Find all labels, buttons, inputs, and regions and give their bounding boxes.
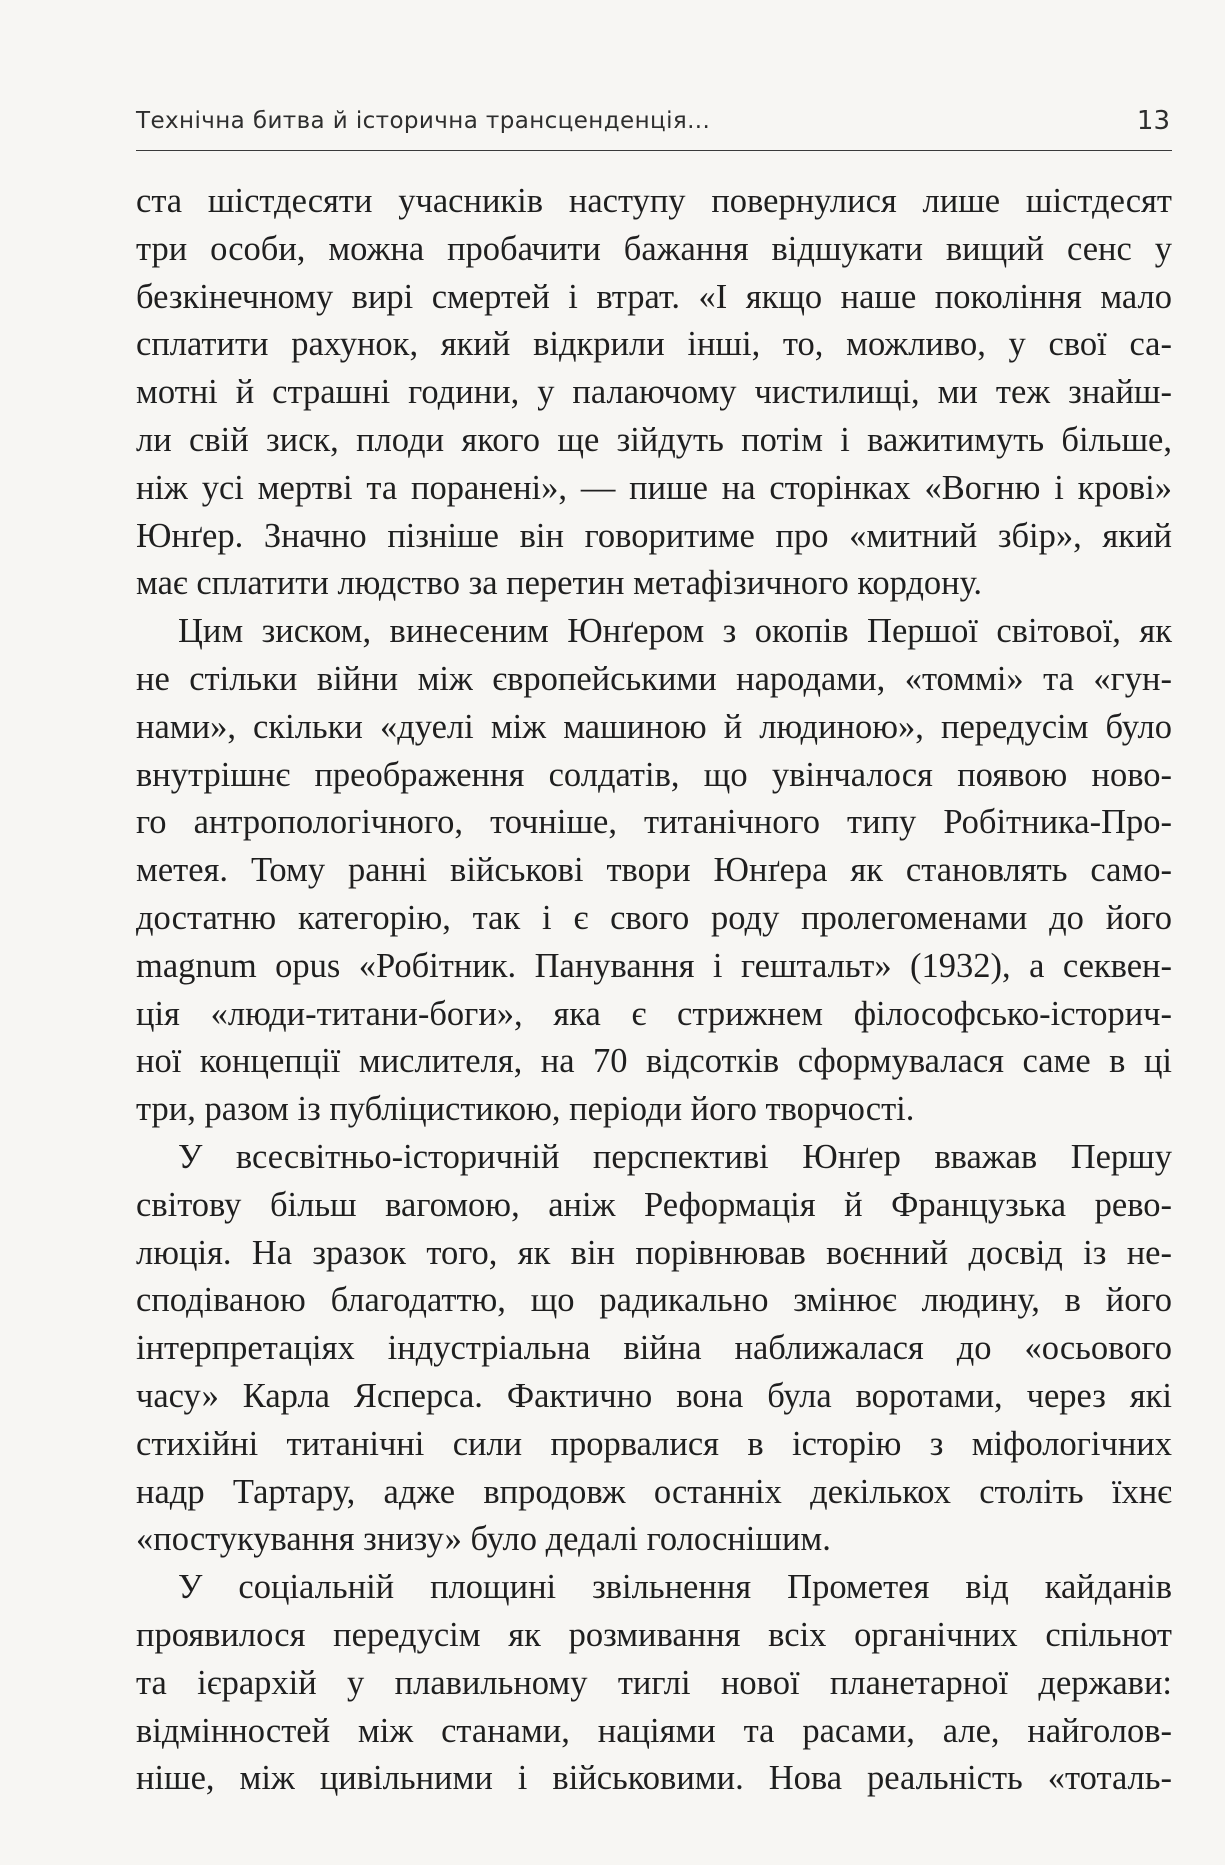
- text-line: Юнґер. Значно пізніше він говоритиме про «митний збір», який: [136, 516, 1172, 555]
- text-line: світову більш вагомою, аніж Реформація й Французька рево-: [136, 1185, 1172, 1224]
- text-line: ніж усі мертві та поранені», — пише на сторінках «Вогню і крові»: [136, 468, 1172, 507]
- text-line: «постукування знизу» було дедалі голоснішим.: [136, 1520, 831, 1559]
- page-number: 13: [1136, 106, 1170, 136]
- text-line: люція. На зразок того, як він порівнював воєнний досвід із не-: [136, 1233, 1172, 1272]
- text-line: має сплатити людство за перетин метафізичного кордону.: [136, 564, 983, 603]
- text-line: ція «люди-титани-боги», яка є стрижнем філософсько-історич-: [136, 994, 1172, 1033]
- running-title: Технічна битва й історична трансценденція...: [136, 108, 711, 134]
- text-line: Цим зиском, винесеним Юнґером з окопів Першої світової, як: [178, 612, 1172, 651]
- paragraph: [136, 178, 1172, 608]
- text-line: У всесвітньо-історичній перспективі Юнґер вважав Першу: [178, 1137, 1172, 1176]
- text-line: відмінностей між станами, націями та расами, але, найголов-: [136, 1711, 1172, 1750]
- text-line: нами», скільки «дуелі між машиною й людиною», передусім було: [136, 707, 1172, 746]
- text-line: три особи, можна пробачити бажання відшукати вищий сенс у: [136, 229, 1172, 268]
- text-line: та ієрархій у плавильному тиглі нової планетарної держави:: [136, 1663, 1172, 1702]
- text-line: стихійні титанічні сили прорвалися в історію з міфологічних: [136, 1424, 1172, 1463]
- text-line: не стільки війни між європейськими народами, «томмі» та «гун-: [136, 659, 1172, 698]
- text-line: го антропологічного, точніше, титанічного типу Робітника-Про-: [136, 803, 1172, 842]
- body-text: [136, 178, 1172, 1803]
- running-header: [136, 100, 1172, 151]
- text-line: ної концепції мислителя, на 70 відсотків сформувалася саме в ці: [136, 1042, 1172, 1081]
- text-line: сплатити рахунок, який відкрили інші, то, можливо, у свої са-: [136, 325, 1172, 364]
- text-line: надр Тартару, адже впродовж останніх декількох століть їхнє: [136, 1472, 1172, 1511]
- text-line: три, разом із публіцистикою, періоди його творчості.: [136, 1090, 915, 1129]
- paragraph: [136, 608, 1172, 1134]
- text-line: сподіваною благодаттю, що радикально змінює людину, в його: [136, 1281, 1172, 1320]
- text-line: метея. Тому ранні військові твори Юнґера як становлять само-: [136, 851, 1172, 890]
- text-line: достатню категорію, так і є свого роду пролегоменами до його: [136, 898, 1172, 937]
- text-line: мотні й страшні години, у палаючому чистилищі, ми теж знайш-: [136, 373, 1172, 412]
- paragraph: [136, 1564, 1172, 1803]
- paragraph: [136, 1134, 1172, 1564]
- text-line: безкінечному вирі смертей і втрат. «І якщо наше покоління мало: [136, 277, 1172, 316]
- text-line: ста шістдесяти учасників наступу повернулися лише шістдесят: [136, 182, 1172, 220]
- text-line: magnum opus «Робітник. Панування і гештальт» (1932), а секвен-: [136, 946, 1172, 985]
- text-line: інтерпретаціях індустріальна війна наближалася до «осьового: [136, 1329, 1172, 1368]
- text-line: внутрішнє преображення солдатів, що увінчалося появою ново-: [136, 755, 1172, 794]
- text-line: ніше, між цивільними і військовими. Нова реальність «тоталь-: [136, 1759, 1172, 1798]
- text-line: У соціальній площині звільнення Прометея від кайданів: [178, 1568, 1172, 1607]
- text-line: ли свій зиск, плоди якого ще зійдуть потім і важитимуть більше,: [136, 420, 1172, 459]
- text-line: часу» Карла Ясперса. Фактично вона була воротами, через які: [136, 1376, 1172, 1415]
- text-line: проявилося передусім як розмивання всіх органічних спільнот: [136, 1615, 1172, 1654]
